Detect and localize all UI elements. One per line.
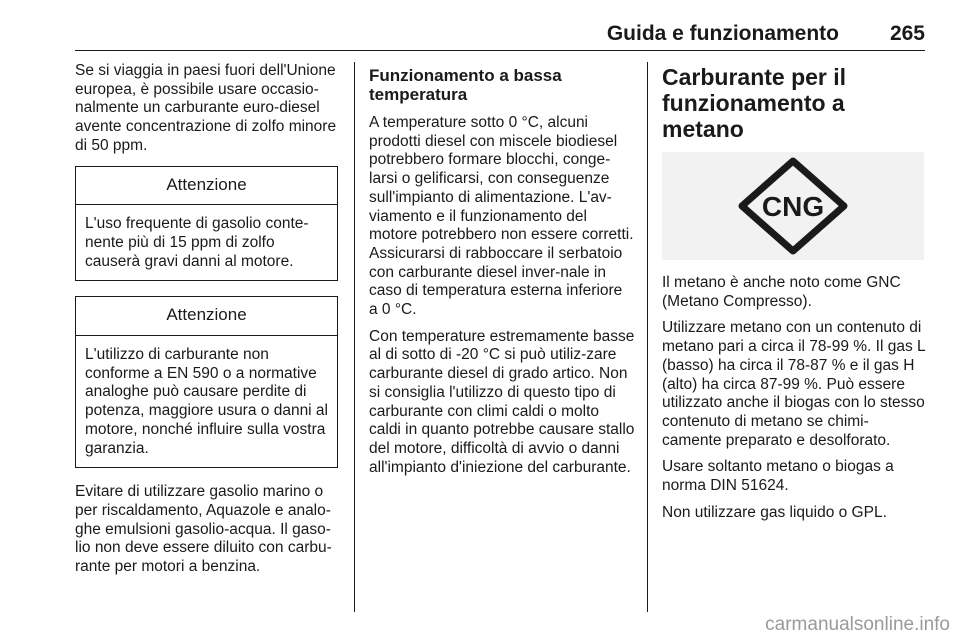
paragraph: A temperature sotto 0 °C, alcuni prodotti diesel con miscele biodiesel potrebbero formare blocchi, conge-larsi o gelificarsi, con conseguenze sull'impianto di alimentazione. L'av-viamento e il funzionamento del motore potrebbero non essere corretti. Assicurarsi di rabboccare il serbatoio con carburante diesel inver-nale in caso di temperatura esterna inferiore a 0 °C. xyxy=(369,114,634,319)
header-rule xyxy=(75,50,925,51)
page-number: 265 xyxy=(889,22,925,45)
column-3 xyxy=(662,62,928,530)
warning-box xyxy=(75,166,338,282)
intro-paragraph: Se si viaggia in paesi fuori dell'Unione europea, è possibile usare occasio-nalmente un carburante euro-diesel avente concentrazione di zolfo minore di 50 ppm. xyxy=(75,62,337,154)
warning-text: L'utilizzo di carburante non conforme a EN 590 o a normative analoghe può causare perdite di potenza, maggiore usura o danni al motore, nonché influire sulla vostra garanzia. xyxy=(85,346,328,457)
column-divider xyxy=(354,62,355,612)
page-header xyxy=(0,22,925,50)
paragraph: Il metano è anche noto come GNC (Metano Compresso). xyxy=(662,274,901,310)
paragraph: Non utilizzare gas liquido o GPL. xyxy=(662,503,887,521)
column-1 xyxy=(75,62,341,585)
section-heading: Carburante per il funzionamento a metano xyxy=(662,64,847,142)
warning-box xyxy=(75,296,338,468)
warning-text: L'uso frequente di gasolio conte-nente più di 15 ppm di zolfo causerà gravi danni al motore. xyxy=(85,215,309,270)
paragraph: Utilizzare metano con un contenuto di metano pari a circa il 78-99 %. Il gas L (basso) ha circa il 78-87 % e il gas H (alto) ha circa 87-99 %. Può essere utilizzato anche il biogas con lo stesso contenuto di metano se chimi-camente preparato e desolforato. xyxy=(662,319,926,449)
cng-symbol-panel xyxy=(662,152,924,260)
warning-title: Attenzione xyxy=(76,167,337,206)
warning-title: Attenzione xyxy=(76,297,337,336)
paragraph: Con temperature estremamente basse al di sotto di -20 °C si può utiliz-zare carburante diesel di grado artico. Non si consiglia l'utilizzo di questo tipo di carburante con climi caldi o molto caldi in quanto potrebbe causare stallo del motore, difficoltà di avvio o danni all'impianto d'iniezione del carburante. xyxy=(369,327,635,476)
watermark: carmanualsonline.info xyxy=(765,614,950,635)
cng-diamond-icon xyxy=(738,157,848,255)
section-heading: Funzionamento a bassa temperatura xyxy=(369,66,562,104)
cng-symbol-label: CNG xyxy=(761,191,825,222)
outro-paragraph: Evitare di utilizzare gasolio marino o per riscaldamento, Aquazole e analo-ghe emulsioni gasolio-acqua. Il gaso-lio non deve essere diluito con carbu-rante per motori a benzina. xyxy=(75,483,332,576)
paragraph: Usare soltanto metano o biogas a norma DIN 51624. xyxy=(662,458,894,495)
column-divider xyxy=(647,62,648,612)
section-title: Guida e funzionamento xyxy=(606,22,839,45)
column-2 xyxy=(369,62,635,485)
